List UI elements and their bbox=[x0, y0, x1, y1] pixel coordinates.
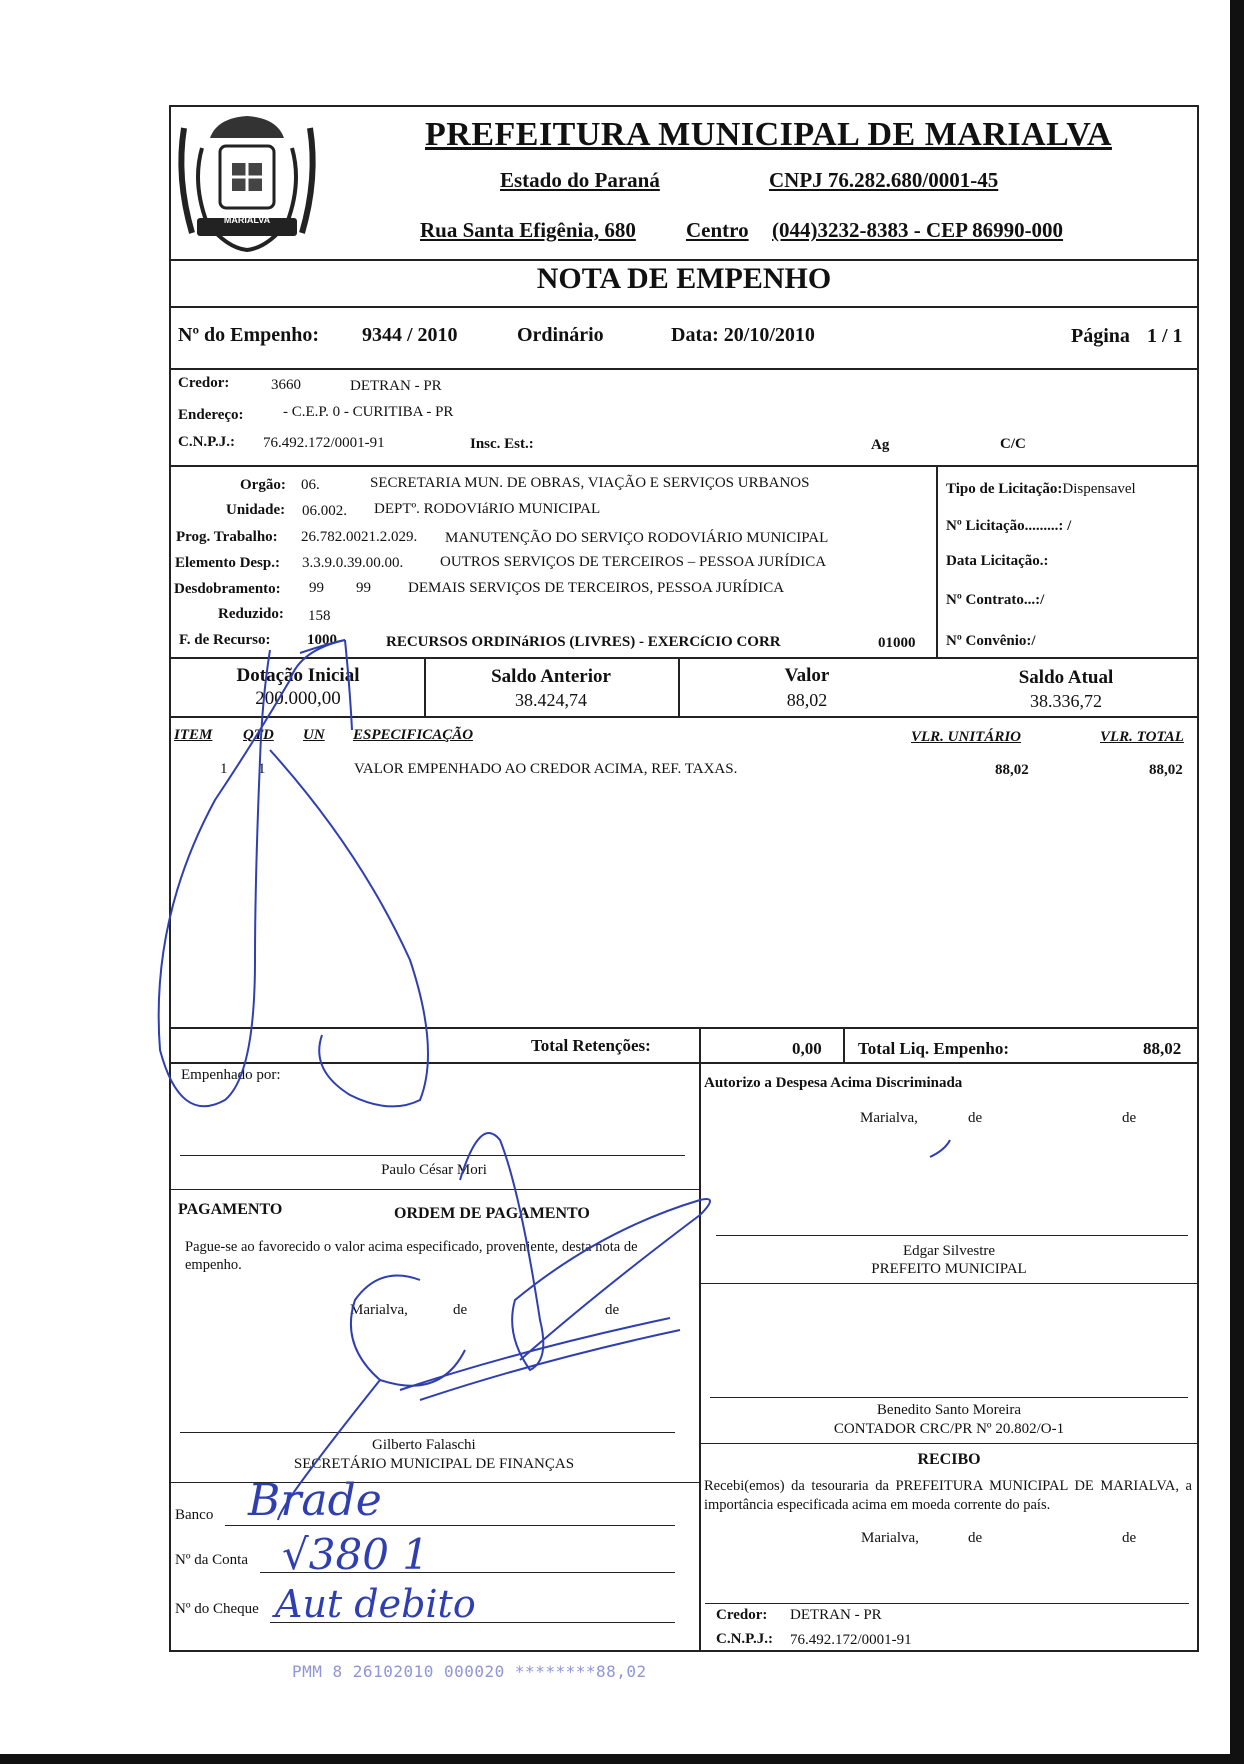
contrato-label: Nº Contrato...:/ bbox=[946, 592, 1045, 608]
header-phone-cep: (044)3232-8383 - CEP 86990-000 bbox=[772, 218, 1064, 242]
row-vlr-unitario: 88,02 bbox=[995, 762, 1029, 778]
col-un: UN bbox=[303, 727, 325, 743]
saldo-anterior-label: Saldo Anterior bbox=[491, 666, 611, 687]
autorizo-de2: de bbox=[1122, 1110, 1137, 1126]
saldo-anterior-value: 38.424,74 bbox=[515, 690, 587, 710]
prog-name: MANUTENÇÃO DO SERVIÇO RODOVIÁRIO MUNICIPAL bbox=[445, 530, 829, 546]
empenho-number: 9344 / 2010 bbox=[362, 324, 458, 346]
prog-label: Prog. Trabalho: bbox=[176, 529, 278, 545]
recibo-cnpj-label: C.N.P.J.: bbox=[716, 1631, 773, 1647]
tipo-licitacao-value: Dispensavel bbox=[1062, 481, 1136, 497]
elemento-label: Elemento Desp.: bbox=[175, 555, 280, 571]
tipo-licitacao-label: Tipo de Licitação:Dispensavel bbox=[946, 481, 1136, 497]
autorizo-de1: de bbox=[968, 1110, 983, 1126]
pagamento-de2: de bbox=[605, 1302, 620, 1318]
header-address: Rua Santa Efigênia, 680 bbox=[420, 218, 636, 242]
valor-value: 88,02 bbox=[786, 690, 828, 710]
recibo-city: Marialva, bbox=[861, 1530, 919, 1546]
handwritten-conta: √380 1 bbox=[282, 1530, 429, 1579]
elemento-name: OUTROS SERVIÇOS DE TERCEIROS – PESSOA JURÍDICA bbox=[440, 554, 827, 570]
desdobramento-a: 99 bbox=[309, 580, 324, 596]
credor-address: - C.E.P. 0 - CURITIBA - PR bbox=[283, 404, 454, 420]
convenio-label: Nº Convênio:/ bbox=[946, 633, 1036, 649]
data-licitacao-label: Data Licitação.: bbox=[946, 553, 1049, 569]
desdobramento-label: Desdobramento: bbox=[174, 581, 281, 597]
secretario-name: Gilberto Falaschi bbox=[372, 1437, 476, 1453]
orgao-code: 06. bbox=[301, 477, 320, 493]
row-vlr-total: 88,02 bbox=[1149, 762, 1183, 778]
autorizo-label: Autorizo a Despesa Acima Discriminada bbox=[704, 1075, 963, 1091]
col-qtd: QTD bbox=[243, 727, 274, 743]
page-label: Página bbox=[1071, 325, 1130, 347]
unidade-code: 06.002. bbox=[302, 503, 347, 519]
credor-label: Credor: bbox=[178, 375, 230, 391]
cc-label: C/C bbox=[1000, 436, 1026, 452]
total-liquido-value: 88,02 bbox=[1143, 1039, 1182, 1058]
empenhado-name: Paulo César Mori bbox=[381, 1162, 487, 1178]
secretario-role: SECRETÁRIO MUNICIPAL DE FINANÇAS bbox=[293, 1456, 575, 1472]
recibo-de1: de bbox=[968, 1530, 983, 1546]
ag-label: Ag bbox=[871, 437, 890, 453]
reduzido-label: Reduzido: bbox=[218, 606, 284, 622]
recibo-cnpj: 76.492.172/0001-91 bbox=[790, 1632, 912, 1648]
empenhado-label: Empenhado por: bbox=[181, 1067, 281, 1083]
cheque-label: Nº do Cheque bbox=[175, 1601, 259, 1617]
recurso-name: RECURSOS ORDINáRIOS (LIVRES) - EXERCíCIO CORR bbox=[386, 634, 781, 650]
row-especificacao: VALOR EMPENHADO AO CREDOR ACIMA, REF. TAXAS. bbox=[354, 761, 738, 777]
total-retencoes-label: Total Retenções: bbox=[531, 1036, 651, 1055]
row-item: 1 bbox=[220, 761, 228, 777]
recibo-label: RECIBO bbox=[917, 1451, 981, 1468]
recurso-number: 01000 bbox=[878, 635, 916, 651]
col-item: ITEM bbox=[174, 727, 213, 743]
num-licitacao-label: Nº Licitação.........: / bbox=[946, 518, 1072, 534]
header-cnpj: CNPJ 76.282.680/0001-45 bbox=[769, 168, 999, 192]
recibo-credor-label: Credor: bbox=[716, 1607, 768, 1623]
reduzido-value: 158 bbox=[308, 608, 331, 624]
page-number: 1 / 1 bbox=[1147, 325, 1183, 347]
header-title: PREFEITURA MUNICIPAL DE MARIALVA bbox=[425, 116, 1112, 153]
prefeito-name: Edgar Silvestre bbox=[902, 1243, 996, 1259]
empenho-date: Data: 20/10/2010 bbox=[671, 324, 815, 346]
recurso-label: F. de Recurso: bbox=[179, 632, 271, 648]
credor-cnpj: 76.492.172/0001-91 bbox=[263, 435, 385, 451]
credor-name: DETRAN - PR bbox=[350, 378, 442, 394]
recibo-credor: DETRAN - PR bbox=[790, 1607, 882, 1623]
handwritten-cheque: Aut debito bbox=[275, 1582, 476, 1626]
elemento-code: 3.3.9.0.39.00.00. bbox=[302, 555, 404, 571]
orgao-label: Orgão: bbox=[240, 477, 286, 493]
credor-code: 3660 bbox=[271, 377, 301, 393]
banco-label: Banco bbox=[175, 1507, 214, 1523]
unidade-name: DEPTº. RODOVIáRIO MUNICIPAL bbox=[374, 501, 601, 517]
mechanical-stamp: PMM 8 26102010 000020 ********88,02 bbox=[292, 1662, 647, 1681]
desdobramento-name: DEMAIS SERVIÇOS DE TERCEIROS, PESSOA JURÍDICA bbox=[408, 580, 785, 596]
total-liquido-label: Total Liq. Empenho: bbox=[858, 1039, 1009, 1058]
prefeito-role: PREFEITO MUNICIPAL bbox=[871, 1261, 1027, 1277]
col-especificacao: ESPECIFICAÇÃO bbox=[353, 727, 474, 743]
pagamento-label: PAGAMENTO bbox=[178, 1201, 283, 1218]
header-state: Estado do Paraná bbox=[500, 168, 660, 192]
total-retencoes-value: 0,00 bbox=[792, 1039, 822, 1058]
insc-est-label: Insc. Est.: bbox=[470, 436, 534, 452]
saldo-atual-label: Saldo Atual bbox=[1018, 667, 1114, 688]
ordem-pagamento-label: ORDEM DE PAGAMENTO bbox=[394, 1205, 590, 1222]
orgao-name: SECRETARIA MUN. DE OBRAS, VIAÇÃO E SERVIÇOS URBANOS bbox=[370, 475, 810, 491]
address-label: Endereço: bbox=[178, 407, 244, 423]
seal-ribbon-text: MARIALVA bbox=[223, 215, 271, 225]
row-qtd: 1 bbox=[258, 761, 266, 777]
empenho-label: Nº do Empenho: bbox=[178, 324, 320, 346]
handwritten-banco: Brade bbox=[248, 1475, 382, 1526]
pagamento-text: Pague-se ao favorecido o valor acima especificado, proveniente, desta nota de empenho. bbox=[185, 1239, 638, 1273]
desdobramento-b: 99 bbox=[356, 580, 371, 596]
prog-code: 26.782.0021.2.029. bbox=[301, 529, 418, 545]
empenho-type: Ordinário bbox=[517, 324, 604, 346]
dotacao-inicial-value: 200.000,00 bbox=[255, 688, 341, 709]
doc-title: NOTA DE EMPENHO bbox=[536, 262, 832, 295]
col-vlr-unitario: VLR. UNITÁRIO bbox=[911, 729, 1022, 745]
contador-role: CONTADOR CRC/PR Nº 20.802/O-1 bbox=[833, 1421, 1065, 1437]
conta-label: Nº da Conta bbox=[175, 1552, 248, 1568]
recibo-text: Recebi(emos) da tesouraria da PREFEITURA MUNICIPAL DE MARIALVA, a importância especificada acima em moeda corrente do país. bbox=[704, 1478, 1192, 1513]
cnpj-label: C.N.P.J.: bbox=[178, 434, 235, 450]
saldo-atual-value: 38.336,72 bbox=[1030, 691, 1102, 711]
pagamento-city: Marialva, bbox=[350, 1302, 408, 1318]
col-vlr-total: VLR. TOTAL bbox=[1100, 729, 1184, 745]
contador-name: Benedito Santo Moreira bbox=[876, 1402, 1022, 1418]
valor-label: Valor bbox=[784, 665, 830, 686]
header-district: Centro bbox=[686, 218, 749, 242]
autorizo-city: Marialva, bbox=[860, 1110, 918, 1126]
recibo-de2: de bbox=[1122, 1530, 1137, 1546]
pagamento-de1: de bbox=[453, 1302, 468, 1318]
recurso-code: 1000 bbox=[307, 632, 337, 648]
dotacao-inicial-label: Dotação Inicial bbox=[236, 665, 360, 686]
unidade-label: Unidade: bbox=[226, 502, 286, 518]
